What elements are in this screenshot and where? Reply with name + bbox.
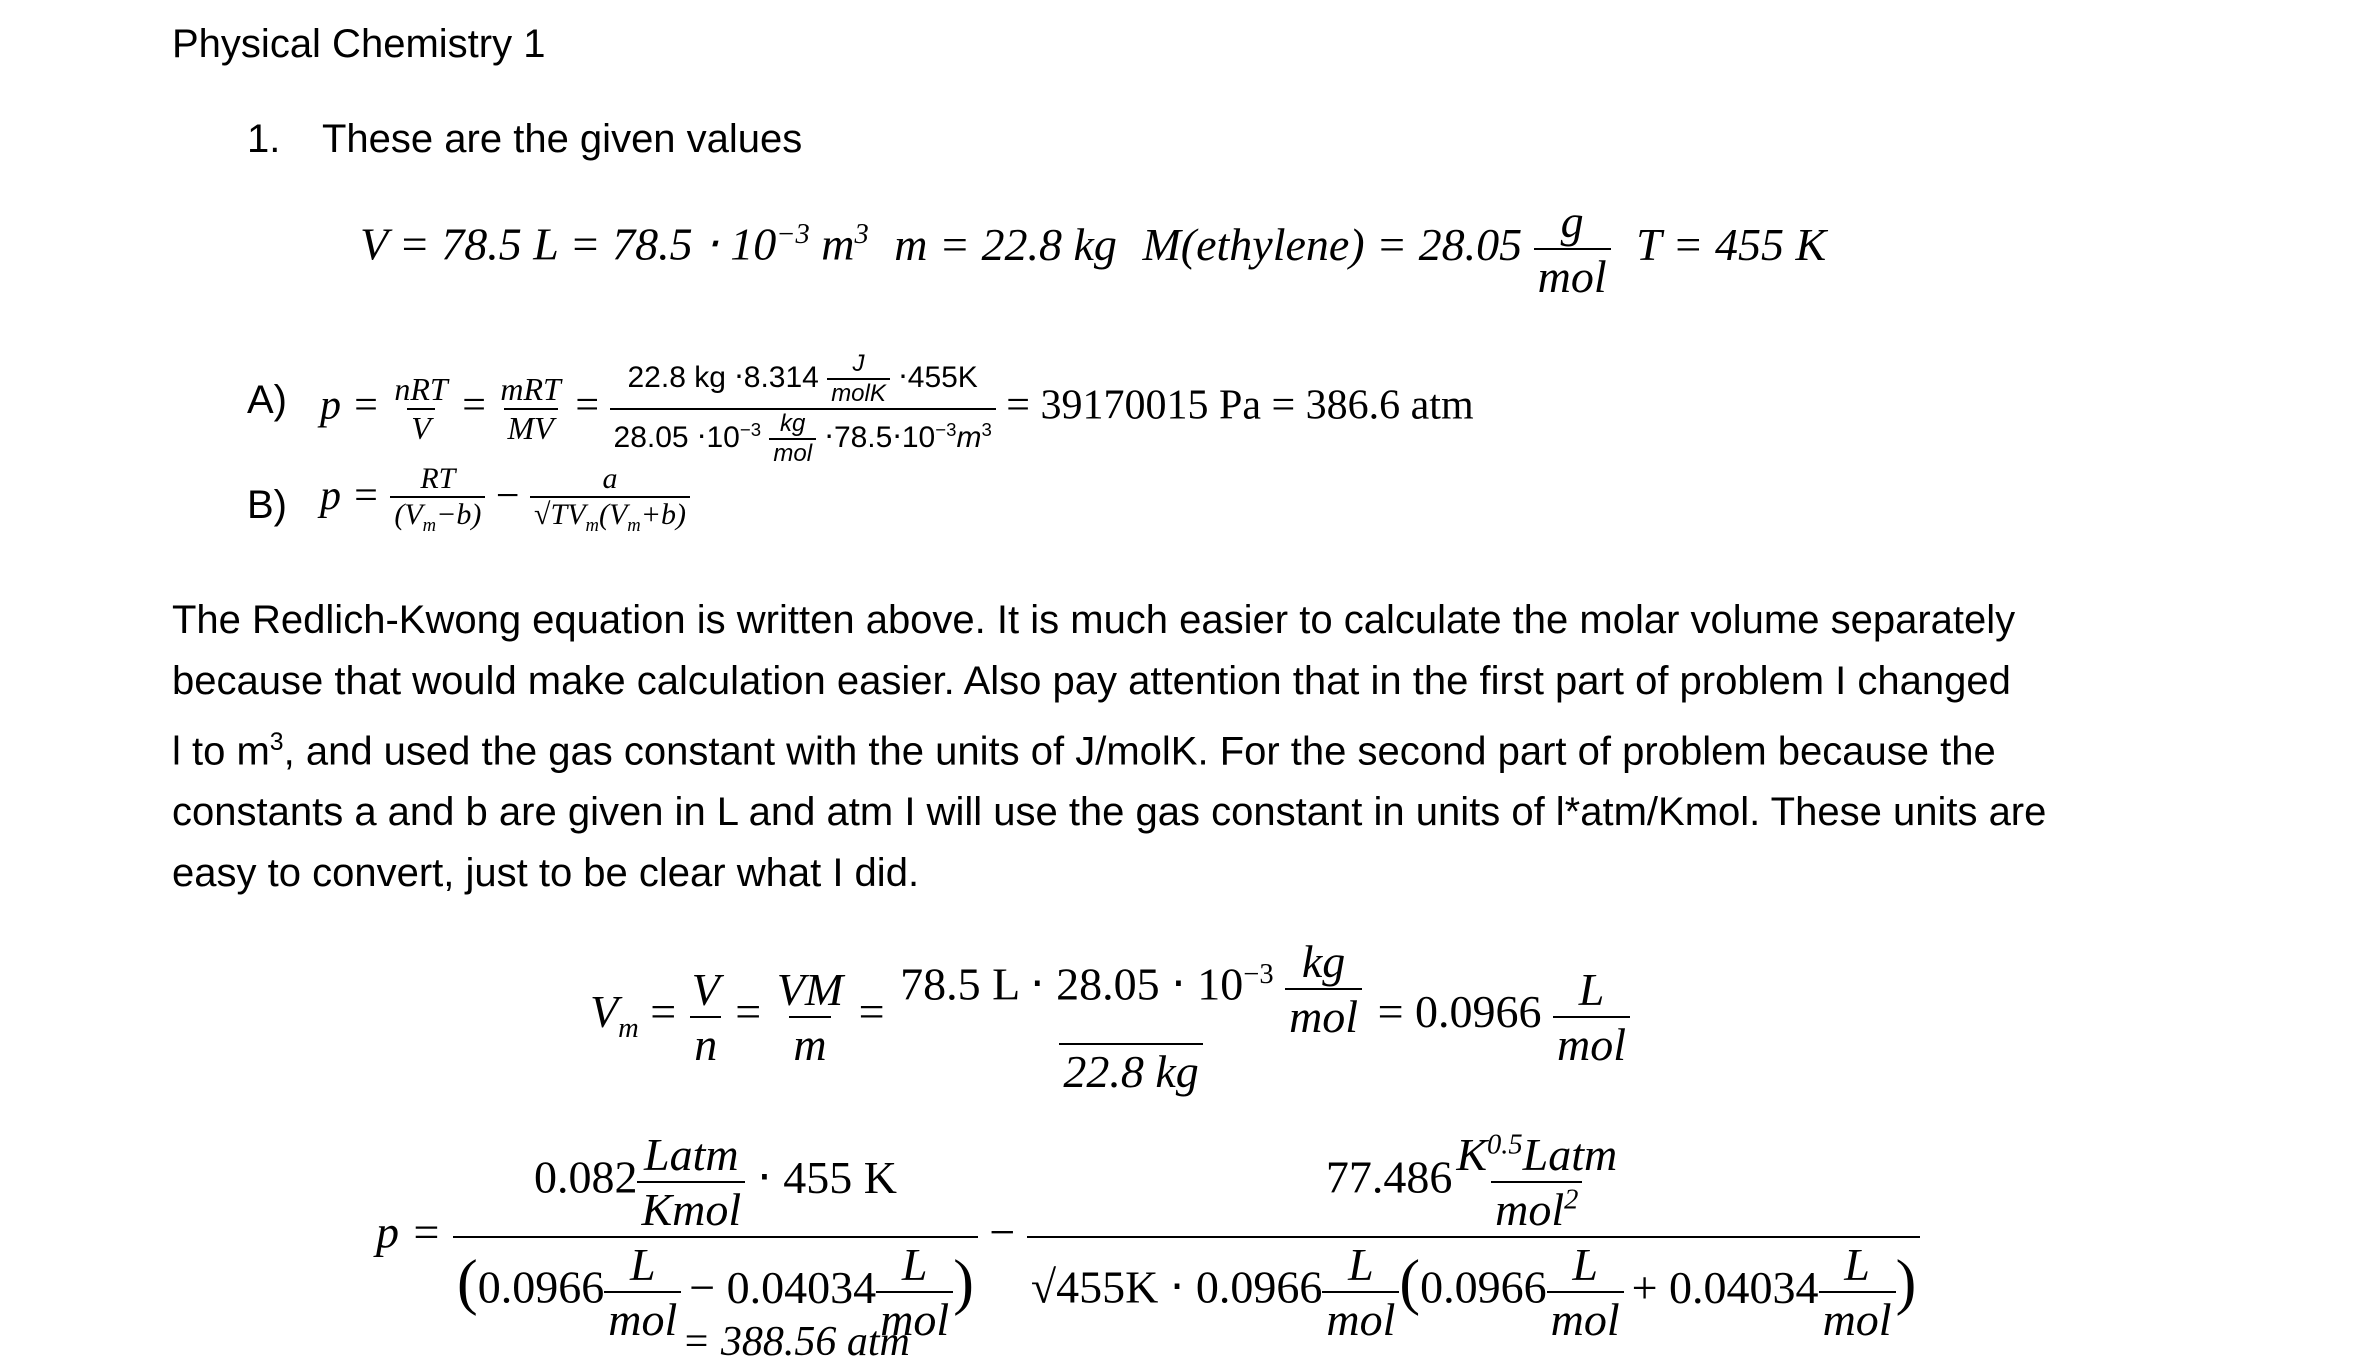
rk-term-1: 0.082 $\frac{\text{Latm}}{\text{Kmol}}$ ⋅ 455 K (0.0966 $\frac{L}{\text{mol}}$ − 0.04034 $\frac{L}{\text{mol}}$ ) (453, 1128, 978, 1346)
problem-number: 1. (247, 117, 281, 161)
part-b-equation: p = $\frac{RT}{(V_m-b)}$ − $\frac{a}{√TV_m(V_m+b)}$ (320, 462, 690, 537)
rk-term-2: 77.486 $\frac{K^{0.5}Latm}{mol^2}$ √455K ⋅ 0.0966 $\frac{L}{\text{mol}}$ (0.0966 $\frac{L}{\text{mol}}$ + 0.04034 $\frac{L}{\text{mol}}$ ) (1027, 1128, 1920, 1346)
problem-intro: These are the given values (322, 117, 803, 161)
frac-molar-volume-numeric: 78.5 $L \cdot 28.05 \cdot 10^{-3}$ $\frac{kg}{\text{mol}}$ 22.8 kg (896, 935, 1366, 1098)
given-values-equation: V = 78.5 $L = 78.5 \cdot 10^{-3}$ $m^3$ m = 22.8 kg M(ethylene) = 28.05 $\frac{g}{\text{mol}}$ T = 455 K (360, 196, 1827, 302)
given-mass: m = 22.8 kg (894, 218, 1117, 270)
frac-rt-vm-b: $\frac{RT}{(V_m-b)}$ (390, 462, 485, 537)
frac-a-sqrt-t: $\frac{a}{√TV_m(V_m+b)}$ (530, 462, 690, 537)
part-a-result: = 39170015 Pa = 386.6 atm (1006, 382, 1474, 429)
part-a-label: A) (247, 378, 287, 422)
pressure-result: = 388.56 atm (682, 1319, 910, 1365)
page-title: Physical Chemistry 1 (172, 22, 546, 66)
part-a-equation: p = $\frac{\text{nRT}}{V}$ = $\frac{\text{mRT}}{MV}$ = 22.8 kg ⋅8.314 $\frac{J}{\text{molK}}$ ⋅455K $28.05 \cdot 10^{-3}$ $\frac{kg}{\text{mol}}$ $\cdot 78.5\cdot 10^{-3}m^3$ = 39170015 Pa = 386.6 atm (320, 350, 1474, 467)
molar-volume-equation: $V_m$ = $\frac{V}{n}$ = $\frac{VM}{m}$ = 78.5 $L \cdot 28.05 \cdot 10^{-3}$ $\frac{kg}{\text{mol}}$ 22.8 kg = 0.0966 $\frac{L}{\text{mol}}$ (590, 935, 1630, 1098)
frac-mrt-mv: $\frac{\text{mRT}}{MV}$ (500, 371, 561, 446)
molar-mass-units: $\frac{g}{\text{mol}}$ (1534, 195, 1611, 303)
frac-numeric-pressure: 22.8 kg ⋅8.314 $\frac{J}{\text{molK}}$ ⋅455K $28.05 \cdot 10^{-3}$ $\frac{kg}{\text{mol}}$ $\cdot 78.5\cdot 10^{-3}m^3$ (610, 350, 996, 468)
part-b-label: B) (247, 483, 287, 527)
molar-volume-result: = 0.0966 (1377, 986, 1542, 1038)
frac-nrt-v: $\frac{\text{nRT}}{V}$ (394, 371, 448, 446)
given-volume: V = 78.5 L = 78.5 ⋅ 10 (360, 218, 777, 270)
explanation-paragraph: The Redlich-Kwong equation is written above. It is much easier to calculate the molar volume separately because that would make calculation easier. Also pay attention that in the first part of problem I changed l to $m^3$, and used the gas constant with the units of J/molK. For the second part of problem because the constants a and b are given in L and atm I will use the gas constant in units of l*atm/Kmol. These units are easy to convert, just to be clear what I did. (172, 598, 2047, 896)
given-temperature: T = 455 K (1636, 218, 1827, 270)
given-molar-mass: M(ethylene) = 28.05 (1142, 218, 1523, 270)
redlich-kwong-numeric-equation: p = 0.082 $\frac{\text{Latm}}{\text{Kmol}}$ ⋅ 455 K (0.0966 $\frac{L}{\text{mol}}$ − 0.04034 $\frac{L}{\text{mol}}$ ) − 77.486 $\frac{K^{0.5}Latm}{mol^2}$ √455K ⋅ 0.0966 $\frac{L}{\text{mol}}$ (0.0966 $\frac{L}{\text{mol}}$ + 0.04034 $\frac{L}{\text{mol}}$ ) (376, 1128, 1920, 1346)
